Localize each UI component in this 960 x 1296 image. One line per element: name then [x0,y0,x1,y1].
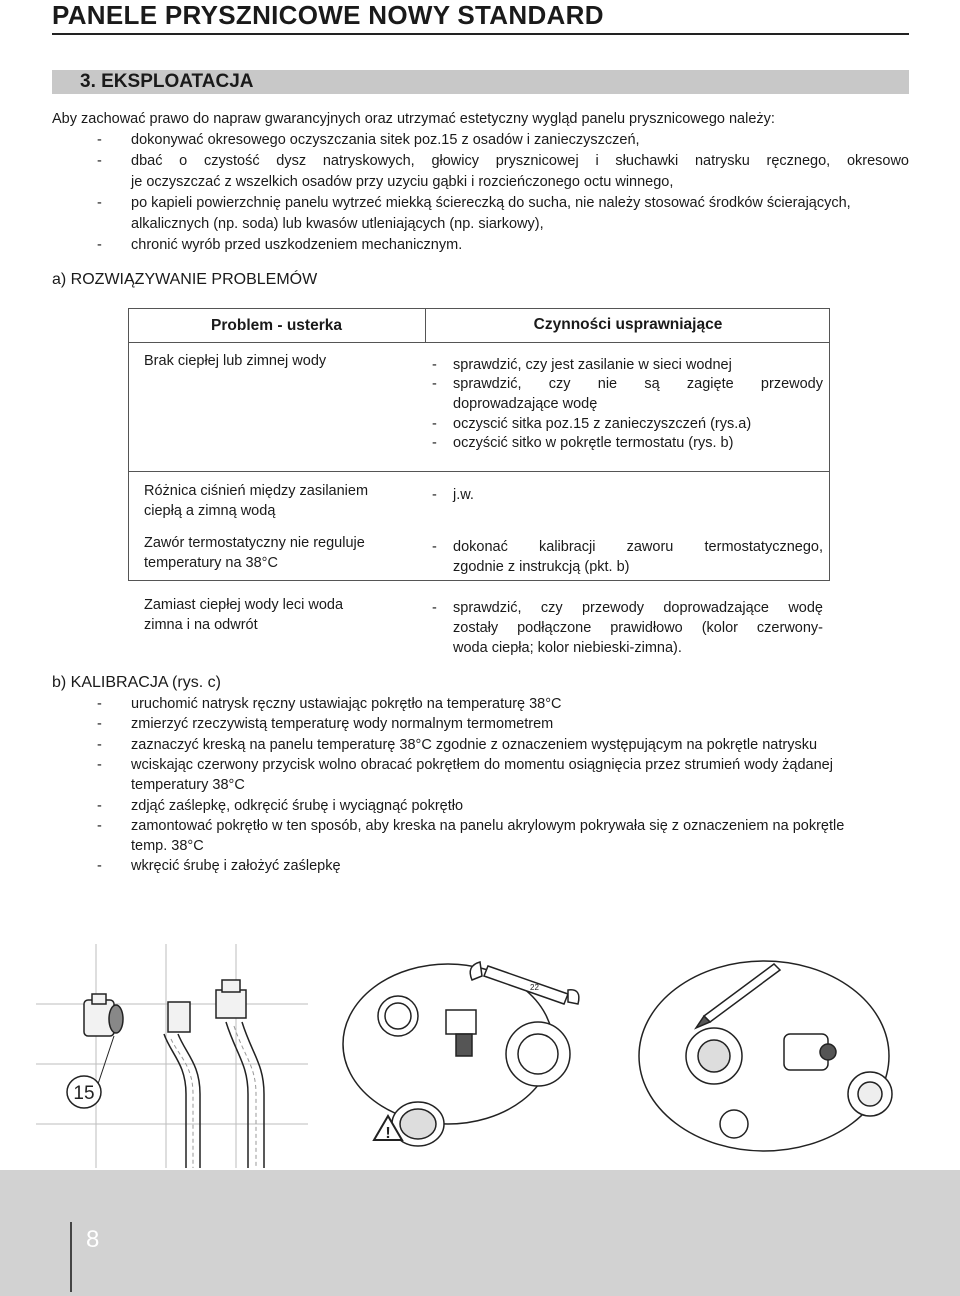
footer-rule [70,1222,72,1292]
action-dash: - [432,487,437,503]
bullet-dash: - [97,132,102,148]
wrench-size: 22 [530,983,539,992]
action-dash: - [432,376,437,392]
action-text-cont: zostały podłączone prawidłowo (kolor czerwony- [453,620,823,636]
bullet-dash: - [97,818,102,834]
calibration-step: wkręcić śrubę i założyć zaślepkę [131,858,341,874]
title-rule [52,33,909,35]
action-text: oczyścić sitko w pokrętle termostatu (rys. b) [453,435,734,451]
figure-a-label: a [48,952,62,979]
intro-item: dbać o czystość dysz natryskowych, głowicy prysznicowej i słuchawki natrysku ręcznego, okresowo [131,153,909,169]
calibration-heading: b) KALIBRACJA (rys. c) [52,674,221,691]
action-text-cont: zgodnie z instrukcją (pkt. b) [453,559,630,575]
action-text: dokonać kalibracji zaworu termostatycznego, [453,539,823,555]
action-text: sprawdzić, czy jest zasilanie w sieci wodnej [453,357,732,373]
calibration-step: zmierzyć rzeczywistą temperaturę wody normalnym termometrem [131,716,554,732]
figure-a [36,944,308,1168]
intro-item-cont: alkalicznych (np. soda) lub kwasów utleniających (np. siarkowy), [131,216,544,232]
problem-cell: Różnica ciśnień między zasilaniem [144,483,369,499]
figure-b [338,944,610,1168]
calibration-step: uruchomić natrysk ręczny ustawiając pokrętło na temperaturę 38°C [131,696,562,712]
figure-b-label: b [350,952,365,979]
column-header-action: Czynności usprawniające [533,316,723,333]
problem-cell-cont: zimna i na odwrót [144,617,258,633]
problem-cell: Brak ciepłej lub zimnej wody [144,353,327,369]
action-text: oczyscić sitka poz.15 z zanieczyszczeń (rys.a) [453,416,752,432]
bullet-dash: - [97,195,102,211]
action-text: sprawdzić, czy nie są zagięte przewody [453,376,823,392]
document-title: PANELE PRYSZNICOWE NOWY STANDARD [52,0,604,30]
intro-item-cont: je oczyszczać z wszelkich osadów przy uzyciu gąbki i rozcieńczonego octu winnego, [131,174,674,190]
figure-c [624,944,896,1168]
column-header-problem: Problem - usterka [211,317,342,334]
problem-cell-cont: ciepłą a zimną wodą [144,503,276,519]
bullet-dash: - [97,737,102,753]
action-text-cont: doprowadzające wodę [453,396,598,412]
calibration-step-cont: temperatury 38°C [131,777,245,793]
problem-cell: Zawór termostatyczny nie reguluje [144,535,365,551]
troubleshooting-heading: a) ROZWIĄZYWANIE PROBLEMÓW [52,271,318,288]
footer-band [0,1170,960,1296]
page-number: 8 [86,1226,100,1253]
calibration-step: zamontować pokrętło w ten sposób, aby kreska na panelu akrylowym pokrywała się z oznaczeniem na pokrętle [131,818,845,834]
figure-c-label: c [636,952,650,979]
intro-lead: Aby zachować prawo do napraw gwarancyjnych oraz utrzymać estetyczny wygląd panelu prysznicowego należy: [52,111,775,127]
action-text-cont: woda ciepła; kolor niebieski-zimna). [453,640,682,656]
bullet-dash: - [97,757,102,773]
svg-text:!: ! [385,1125,391,1142]
intro-item: dokonywać okresowego oczyszczania sitek poz.15 z osadów i zanieczyszczeń, [131,132,640,148]
bullet-dash: - [97,696,102,712]
action-text: j.w. [453,487,474,503]
action-dash: - [432,416,437,432]
bullet-dash: - [97,798,102,814]
action-dash: - [432,600,437,616]
bullet-dash: - [97,153,102,169]
calibration-step: zaznaczyć kreską na panelu temperaturę 38°C zgodnie z oznaczeniem występującym na pokrętle natrysku [131,737,818,753]
section-title: 3. EKSPLOATACJA [80,71,254,92]
bullet-dash: - [97,237,102,253]
problem-cell: Zamiast ciepłej wody leci woda [144,597,344,613]
action-dash: - [432,357,437,373]
bullet-dash: - [97,858,102,874]
calibration-step: zdjąć zaślepkę, odkręcić śrubę i wyciągnąć pokrętło [131,798,464,814]
action-dash: - [432,435,437,451]
table-header-divider [128,342,830,343]
figure-a-callout: 15 [73,1083,95,1104]
calibration-step-cont: temp. 38°C [131,838,204,854]
intro-item: po kapieli powierzchnię panelu wytrzeć miekką ściereczką do sucha, nie należy stosować środków ścierających, [131,195,851,211]
action-dash: - [432,539,437,555]
bullet-dash: - [97,716,102,732]
action-text: sprawdzić, czy przewody doprowadzające wodę [453,600,823,616]
calibration-step: wciskając czerwony przycisk wolno obracać pokrętłem do momentu osiągnięcia przez strumień wody żądanej [131,757,833,773]
problem-cell-cont: temperatury na 38°C [144,555,278,571]
intro-item: chronić wyrób przed uszkodzeniem mechanicznym. [131,237,463,253]
